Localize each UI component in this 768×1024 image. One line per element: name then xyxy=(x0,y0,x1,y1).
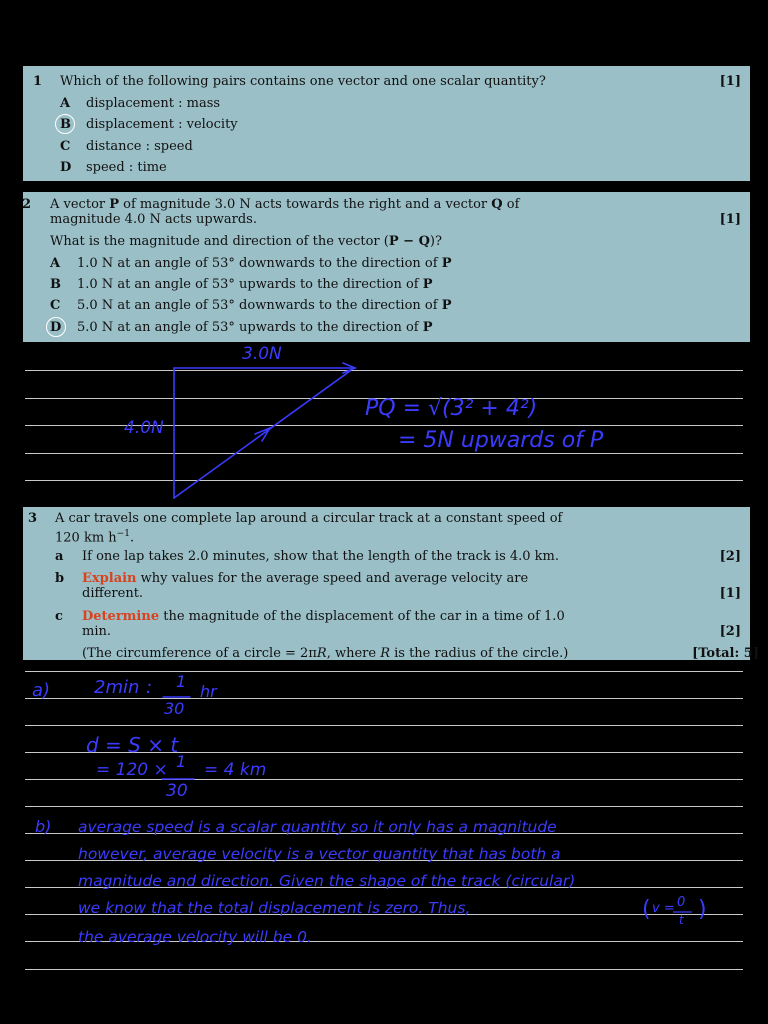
part-text-line2: min. xyxy=(82,624,111,639)
option-text: displacement : velocity xyxy=(86,117,238,132)
handwritten-formula-lhs: v = xyxy=(652,901,675,916)
option-letter: C xyxy=(50,298,61,313)
option-letter: A xyxy=(60,96,71,111)
part-letter: b xyxy=(55,571,65,586)
option-letter: D xyxy=(60,160,72,175)
question-sub-prompt: What is the magnitude and direction of the vector (P − Q)? xyxy=(50,234,442,249)
option-text: displacement : mass xyxy=(86,96,221,111)
question-prompt-line2: 120 km $h^{-1}$. xyxy=(55,529,135,546)
option-text: 1.0 N at an angle of 53° downwards to the direction of P xyxy=(77,256,452,271)
option-letter: D xyxy=(50,320,62,335)
question-number: 3 xyxy=(28,511,38,526)
question-prompt-line1: A car travels one complete lap around a circular track at a constant speed of xyxy=(55,511,563,526)
handwritten-text: = 4 km xyxy=(204,760,267,780)
handwritten-part-label: a) xyxy=(32,680,51,701)
handwritten-line: we know that the total displacement is zero. Thus, xyxy=(78,899,471,917)
handwritten-line: magnitude and direction. Given the shape of the track (circular) xyxy=(78,872,576,890)
option-letter: B xyxy=(50,277,61,292)
part-letter: c xyxy=(55,609,63,624)
formula-note: (The circumference of a circle = 2πR, where R is the radius of the circle.) xyxy=(82,646,569,661)
handwritten-formula-den: t xyxy=(679,913,684,927)
question-number: 1 xyxy=(33,74,43,89)
part-letter: a xyxy=(55,549,64,564)
handwritten-text: d = S × t xyxy=(86,733,179,757)
option-letter: C xyxy=(60,139,71,154)
option-text: 5.0 N at an angle of 53° downwards to the direction of P xyxy=(77,298,452,313)
option-letter: B xyxy=(60,117,71,132)
handwritten-paren-close: ) xyxy=(698,897,707,922)
label-4n: 4.0N xyxy=(124,418,164,438)
handwritten-fraction-den: 30 xyxy=(166,781,188,801)
question-prompt-line2: magnitude 4.0 N acts upwards. xyxy=(50,212,257,227)
part-text: If one lap takes 2.0 minutes, show that the length of the track is 4.0 km. xyxy=(82,549,560,564)
part-text-line1: Explain why values for the average speed and average velocity are xyxy=(82,571,529,586)
label-3n: 3.0N xyxy=(242,344,282,364)
handwritten-paren-open: ( xyxy=(642,897,651,922)
handwritten-line: average speed is a scalar quantity so it only has a magnitude xyxy=(78,818,557,836)
handwritten-fraction-num: 1 xyxy=(176,672,187,691)
option-text: 1.0 N at an angle of 53° upwards to the direction of P xyxy=(77,277,433,292)
handwritten-text: : xyxy=(146,677,153,698)
handwritten-answer: = 5N upwards of P xyxy=(398,428,604,453)
handwritten-formula-num: 0 xyxy=(677,895,686,910)
question-number: 2 xyxy=(22,197,32,212)
handwritten-text: = 120 × xyxy=(96,760,168,780)
total-mark: [Total: 5] xyxy=(692,646,759,661)
handwritten-text: 2min xyxy=(94,677,140,698)
handwritten-line: the average velocity will be 0. xyxy=(78,928,312,946)
question-prompt: Which of the following pairs contains one vector and one scalar quantity? xyxy=(60,74,546,89)
option-text: speed : time xyxy=(86,160,167,175)
handwritten-fraction-num: 1 xyxy=(176,752,187,771)
option-text: distance : speed xyxy=(86,139,193,154)
mark: [2] xyxy=(719,549,741,564)
handwritten-line: however, average velocity is a vector quantity that has both a xyxy=(78,845,561,863)
mark: [1] xyxy=(719,74,741,89)
question-prompt-line1: A vector P of magnitude 3.0 N acts towards the right and a vector Q of xyxy=(50,197,520,212)
part-text-line1: Determine the magnitude of the displacement of the car in a time of 1.0 xyxy=(82,609,565,624)
option-letter: A xyxy=(50,256,61,271)
handwritten-part-label: b) xyxy=(35,817,52,836)
part-text-line2: different. xyxy=(82,586,144,601)
handwritten-equation: PQ = √(3² + 4²) xyxy=(365,396,538,421)
mark: [1] xyxy=(719,586,741,601)
handwritten-text: hr xyxy=(200,682,217,701)
mark: [1] xyxy=(719,212,741,227)
mark: [2] xyxy=(719,624,741,639)
option-text: 5.0 N at an angle of 53° upwards to the direction of P xyxy=(77,320,433,335)
handwritten-fraction-den: 30 xyxy=(164,699,185,718)
